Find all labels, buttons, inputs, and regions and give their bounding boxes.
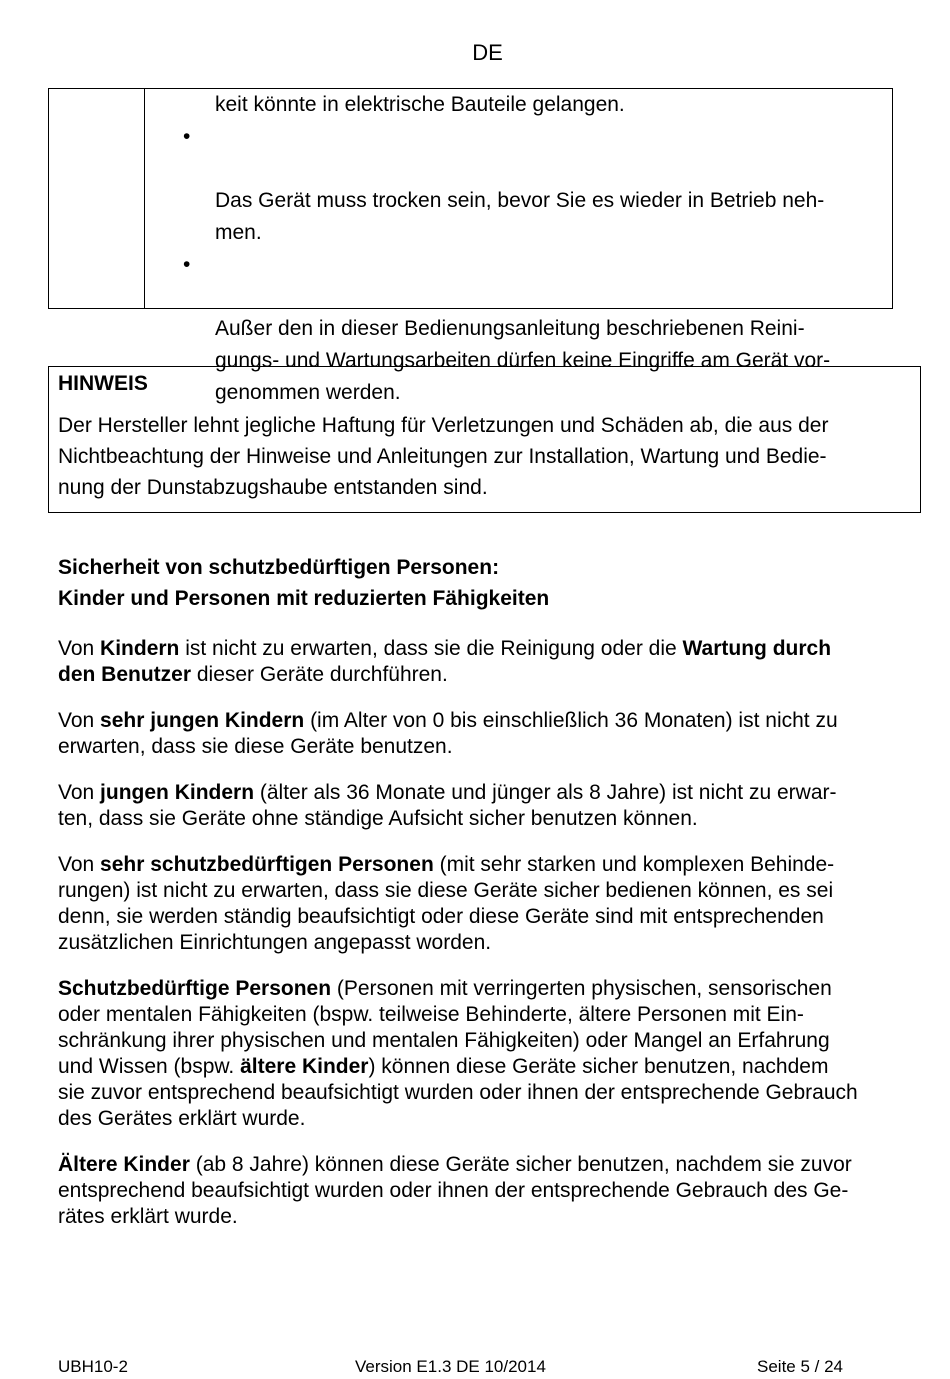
safety-section — [58, 552, 923, 1230]
list-item-text: Außer den in dieser Bedienungsanleitung beschriebenen Reini- gungs- und Wartungsarbeiten dürfen keine Eingriffe am Gerät vor- genommen werden. — [215, 317, 831, 404]
bold-text: sehr schutzbedürftigen Personen — [100, 853, 434, 876]
bold-text: Schutzbedürftige Personen — [58, 977, 332, 1000]
note-title: HINWEIS — [58, 372, 148, 395]
footer-page-number: Seite 5 / 24 — [757, 1357, 844, 1376]
text: (im Alter von 0 bis einschließlich 36 Monaten) ist nicht zu erwarten, dass sie diese Geräte benutzen. — [58, 709, 838, 758]
bold-text: sehr jungen Kindern — [100, 709, 305, 732]
text: ist nicht zu erwarten, dass sie die Reinigung oder die — [179, 637, 683, 660]
text: (älter als 36 Monate und jünger als 8 Jahre) ist nicht zu erwar- ten, dass sie Geräte ohne ständige Aufsicht sicher benutzen können. — [58, 781, 837, 830]
bold-text: jungen Kindern — [100, 781, 255, 804]
bold-text: Ältere Kinder — [58, 1153, 190, 1176]
continuation-text: keit könnte in elektrische Bauteile gelangen. — [215, 93, 625, 116]
bold-text: ältere Kinder — [240, 1055, 369, 1078]
text: Von — [58, 637, 101, 660]
text: ) können diese Geräte sicher benutzen, nachdem sie zuvor entsprechend beaufsichtigt wurden oder ihnen der entsprechende Gebrauch des Gerätes erklärt wurde. — [58, 1055, 858, 1130]
text: Von — [58, 781, 101, 804]
text: Von — [58, 709, 101, 732]
text: (ab 8 Jahre) können diese Geräte sicher benutzen, nachdem sie zuvor entsprechend beaufsichtigt wurden oder ihnen der entsprechende Gebrauch des Ge- rätes erklärt wurde. — [58, 1153, 852, 1228]
section-heading: Sicherheit von schutzbedürftigen Personen: — [58, 556, 500, 579]
footer-version: Version E1.3 DE 10/2014 — [355, 1357, 546, 1376]
paragraph-very-vulnerable — [58, 852, 923, 956]
paragraph-older-children — [58, 1152, 923, 1230]
footer-model: UBH10-2 — [58, 1357, 128, 1376]
bold-text: Kindern — [100, 637, 180, 660]
text: dieser Geräte durchführen. — [191, 663, 448, 686]
section-subheading: Kinder und Personen mit reduzierten Fähigkeiten — [58, 587, 550, 610]
list-item — [183, 121, 895, 249]
list-item-text: Das Gerät muss trocken sein, bevor Sie es wieder in Betrieb neh- men. — [215, 189, 825, 244]
paragraph-vulnerable-persons — [58, 976, 923, 1132]
note-text: Der Hersteller lehnt jegliche Haftung für Verletzungen und Schäden ab, die aus der Nichtbeachtung der Hinweise und Anleitungen zur Installation, Wartung und Bedie- nung der Dunstabzugshaube entstanden sind. — [58, 414, 829, 499]
text: Von — [58, 853, 101, 876]
paragraph-young-children — [58, 780, 923, 832]
paragraph-very-young-children — [58, 708, 923, 760]
bold-text: Wartung durch den Benutzer — [58, 637, 832, 686]
paragraph-children — [58, 636, 923, 688]
language-label: DE — [472, 40, 503, 65]
note-box — [48, 366, 921, 513]
bullet-icon: • — [183, 125, 191, 148]
bullet-icon: • — [183, 253, 191, 276]
text: (Personen mit verringerten physischen, sensorischen oder mentalen Fähigkeiten (bspw. teilweise Behinderte, ältere Personen mit Ein- schränkung ihrer physischen und mentalen Fähigkeiten) oder Mangel an Erfahrung und Wissen (bspw. — [58, 977, 832, 1078]
text: (mit sehr starken und komplexen Behinde- rungen) ist nicht zu erwarten, dass sie diese Geräte sicher bedienen können, es sei denn, sie werden ständig beaufsichtigt oder diese Geräte sind mit entsprechenden zusätzlichen Einrichtungen angepasst worden. — [58, 853, 835, 954]
table-divider — [144, 89, 145, 308]
